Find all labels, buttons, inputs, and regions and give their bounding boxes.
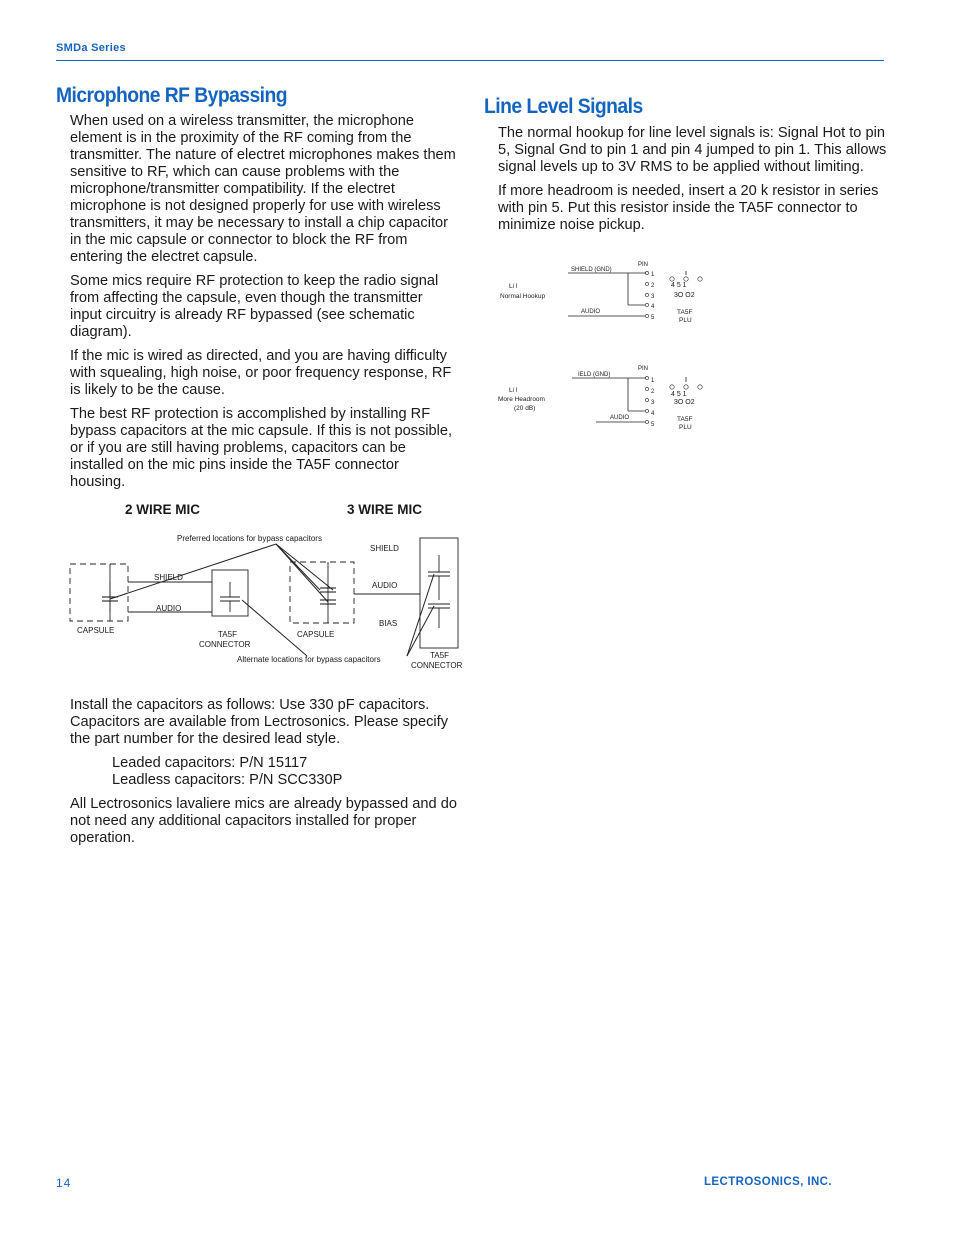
svg-text:(20 dB): (20 dB) [514,405,536,412]
svg-text:1: 1 [651,272,655,278]
ta5f-label-3wire: TA5F [430,651,449,660]
svg-text:TA5F: TA5F [677,416,693,423]
part-number-leaded: Leaded capacitors: P/N 15117 [112,755,308,771]
svg-text:3O O2: 3O O2 [674,292,695,299]
svg-text:2: 2 [651,283,655,289]
shield-label-2wire: SHIELD [154,573,183,582]
svg-text:3O O2: 3O O2 [674,399,695,406]
section-title-rf-bypassing: Microphone RF Bypassing [56,84,287,107]
paragraph: Install the capacitors as follows: Use 330 pF capacitors. Capacitors are available from Lectrosonics. Please specify the part number for the desired lead style. [70,697,448,747]
capsule-label-3wire: CAPSULE [297,630,335,639]
svg-text:PLU: PLU [679,317,692,324]
connector-label-2wire: CONNECTOR [199,640,251,649]
rf-bypassing-body [70,113,458,498]
paragraph: All Lectrosonics lavaliere mics are already bypassed and do not need any additional capacitors installed for proper operation. [70,796,457,846]
paragraph: When used on a wireless transmitter, the microphone element is in the proximity of the RF coming from the transmitter. The nature of electret microphones makes them sensitive to RF, which can cause problems with the microphone/transmitter compatibility. If the electret microphone is not designed properly for use with wireless transmitters, it may be necessary to install a chip capacitor in the mic capsule or connector to block the RF from entering the electret capsule. [70,113,456,265]
bias-label-3wire: BIAS [379,619,398,628]
svg-text:3: 3 [651,294,655,300]
svg-text:4 5 1: 4 5 1 [671,391,687,398]
svg-text:AUDIO: AUDIO [610,415,630,421]
company-name: LECTROSONICS, INC. [704,1176,832,1188]
page-number: 14 [56,1176,72,1190]
capsule-box-2wire [70,564,128,621]
ta5f-label-2wire: TA5F [218,630,237,639]
shield-label-3wire: SHIELD [370,544,399,553]
svg-text:5: 5 [651,315,655,321]
section-title-line-level: Line Level Signals [484,95,643,118]
audio-label-2wire: AUDIO [156,604,182,613]
part-number-leadless: Leadless capacitors: P/N SCC330P [112,772,343,788]
series-header: SMDa Series [56,42,126,54]
two-wire-mic-title: 2 WIRE MIC [125,502,201,517]
svg-text:Li l: Li l [509,283,518,290]
alternate-note: Alternate locations for bypass capacitors [237,655,381,664]
paragraph: The normal hookup for line level signals is: Signal Hot to pin 5, Signal Gnd to pin 1 and pin 4 jumped to pin 1. This allows signal levels up to 3V RMS to be applied without limiting. [498,125,887,175]
bypass-capacitor-diagram [62,500,482,680]
three-wire-mic-title: 3 WIRE MIC [347,502,423,517]
svg-text:AUDIO: AUDIO [581,309,601,315]
svg-text:2: 2 [651,389,655,395]
svg-text:SHIELD (GND): SHIELD (GND) [571,267,612,273]
paragraph: If the mic is wired as directed, and you are having difficulty with squealing, high noise, or poor frequency response, RF is likely to be the cause. [70,348,452,398]
svg-text:PIN: PIN [638,366,649,372]
header-rule [56,60,884,61]
svg-text:1: 1 [651,378,655,384]
normal-hookup-schematic [496,258,736,328]
connector-label-3wire: CONNECTOR [411,661,463,670]
svg-text:TA5F: TA5F [677,309,693,316]
svg-text:3: 3 [651,400,655,406]
line-level-body [498,125,888,241]
install-instructions [70,697,462,854]
paragraph: The best RF protection is accomplished by installing RF bypass capacitors at the mic capsule. If this is not possible, or if you are still having problems, capacitors can be installed on the mic pins inside the TA5F connector housing. [70,406,453,490]
part-numbers-list [70,755,462,789]
paragraph: If more headroom is needed, insert a 20 k resistor in series with pin 5. Put this resistor inside the TA5F connector to minimize noise pickup. [498,183,879,233]
more-headroom-schematic [496,362,736,434]
svg-text:More Headroom: More Headroom [498,396,545,403]
svg-text:5: 5 [651,422,655,428]
svg-text:PLU: PLU [679,424,692,431]
capsule-label-2wire: CAPSULE [77,626,115,635]
svg-text:Normal Hookup: Normal Hookup [500,293,546,300]
paragraph: Some mics require RF protection to keep the radio signal from affecting the capsule, even though the transmitter input circuitry is already RF bypassed (see schematic diagram). [70,273,439,340]
preferred-note: Preferred locations for bypass capacitors [177,534,322,543]
svg-text:4 5 1: 4 5 1 [671,282,687,289]
svg-text:PIN: PIN [638,262,649,268]
audio-label-3wire: AUDIO [372,581,398,590]
svg-text:IELD (GND): IELD (GND) [578,372,611,378]
svg-text:4: 4 [651,411,655,417]
svg-text:4: 4 [651,304,655,310]
svg-text:Li l: Li l [509,387,518,394]
